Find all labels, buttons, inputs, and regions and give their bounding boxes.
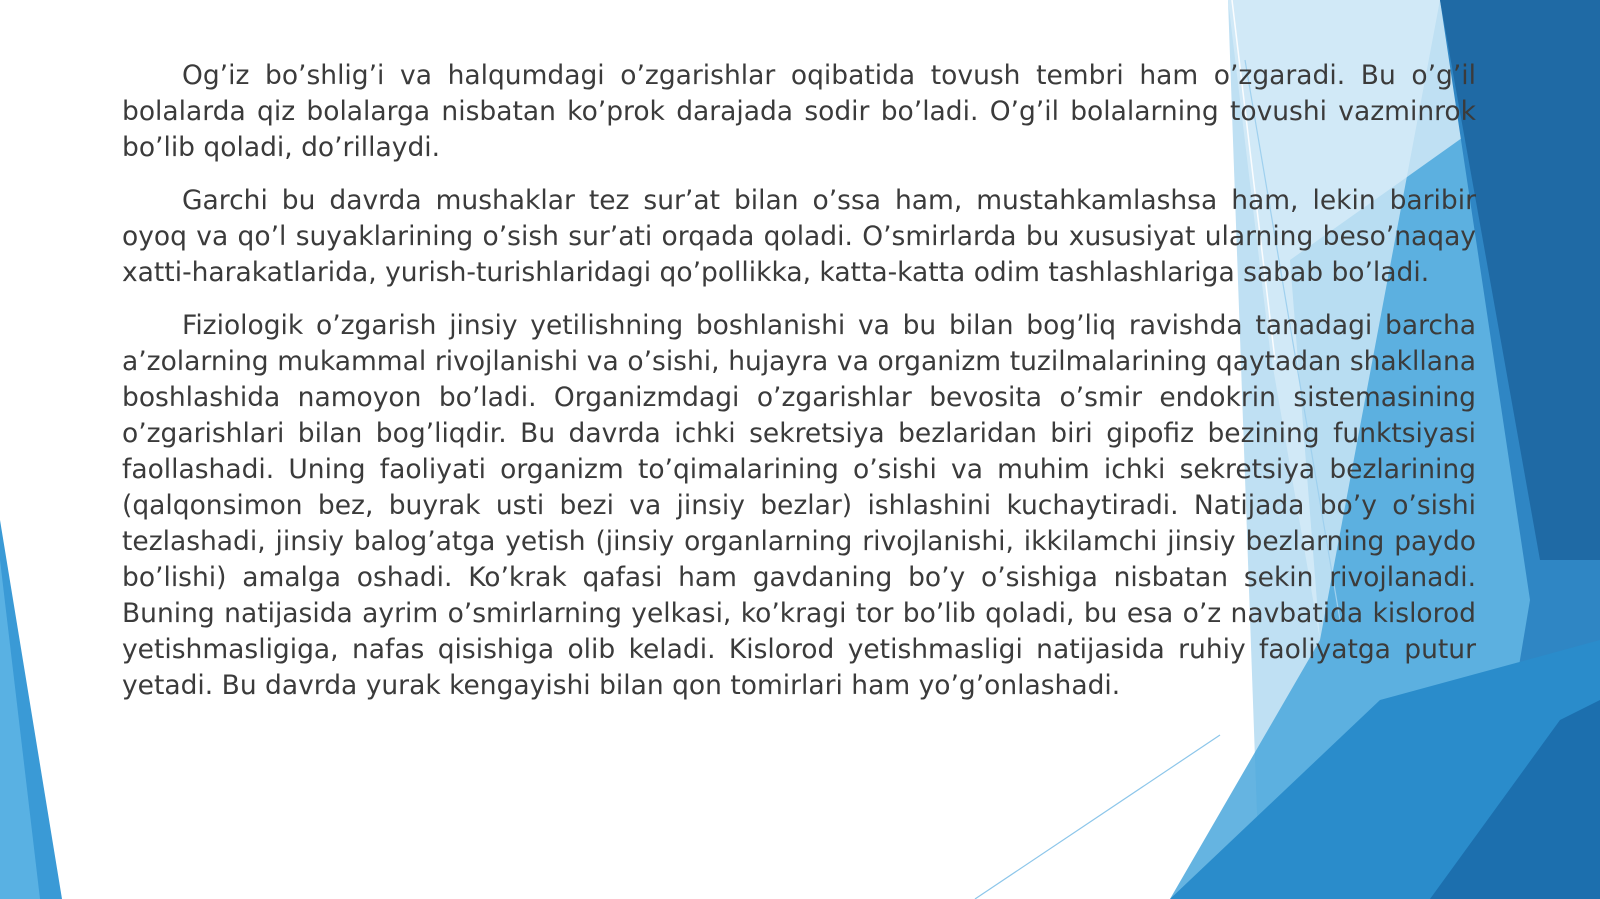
paragraph-2: Garchi bu davrda mushaklar tez sur’at bilan o’ssa ham, mustahkamlashsa ham, lekin baribir oyoq va qo’l suyaklarining o’sish sur’ati orqada qoladi. O’smirlarda bu xususiyat ularning beso’naqay xatti-harakatlarida, yurish-turishlaridagi qo’pollikka, katta-katta odim tashlashlariga sabab bo’ladi. xyxy=(122,185,1476,288)
slide-text-body xyxy=(122,58,1476,721)
thin-line-3 xyxy=(975,735,1220,899)
paragraph-1: Og’iz bo’shlig’i va halqumdagi o’zgarishlar oqibatida tovush tembri ham o’zgaradi. Bu o’g’il bolalarda qiz bolalarga nisbatan ko’prok darajada sodir bo’ladi. O’g’il bolalarning tovushi vazminrok bo’lib qoladi, do’rillaydi. xyxy=(122,60,1476,163)
paragraph-3: Fiziologik o’zgarish jinsiy yetilishning boshlanishi va bu bilan bog’liq ravishda tanadagi barcha a’zolarning mukammal rivojlanishi va o’sishi, hujayra va organizm tuzilmalarining qaytadan shakllana boshlashida namoyon bo’ladi. Organizmdagi o’zgarishlar bevosita o’smir endokrin sistemasining o’zgarishlari bilan bog’liqdir. Bu davrda ichki sekretsiya bezlaridan biri gipofiz bezining funktsiyasi faollashadi. Uning faoliyati organizm to’qimalarining o’sishi va muhim ichki sekretsiya bezlarining (qalqonsimon bez, buyrak usti bezi va jinsiy bezlar) ishlashini kuchaytiradi. Natijada bo’y o’sishi tezlashadi, jinsiy balog’atga yetish (jinsiy organlarning rivojlanishi, ikkilamchi jinsiy bezlarning paydo bo’lishi) amalga oshadi. Ko’krak qafasi ham gavdaning bo’y o’sishiga nisbatan sekin rivojlanadi. Buning natijasida ayrim o’smirlarning yelkasi, ko’kragi tor bo’lib qoladi, bu esa o’z navbatida kislorod yetishmasligiga, nafas qisishiga olib keladi. Kislorod yetishmasligi natijasida ruhiy faoliyatga putur yetadi. Bu davrda yurak kengayishi bilan qon tomirlari ham yo’g’onlashadi. xyxy=(122,310,1476,701)
